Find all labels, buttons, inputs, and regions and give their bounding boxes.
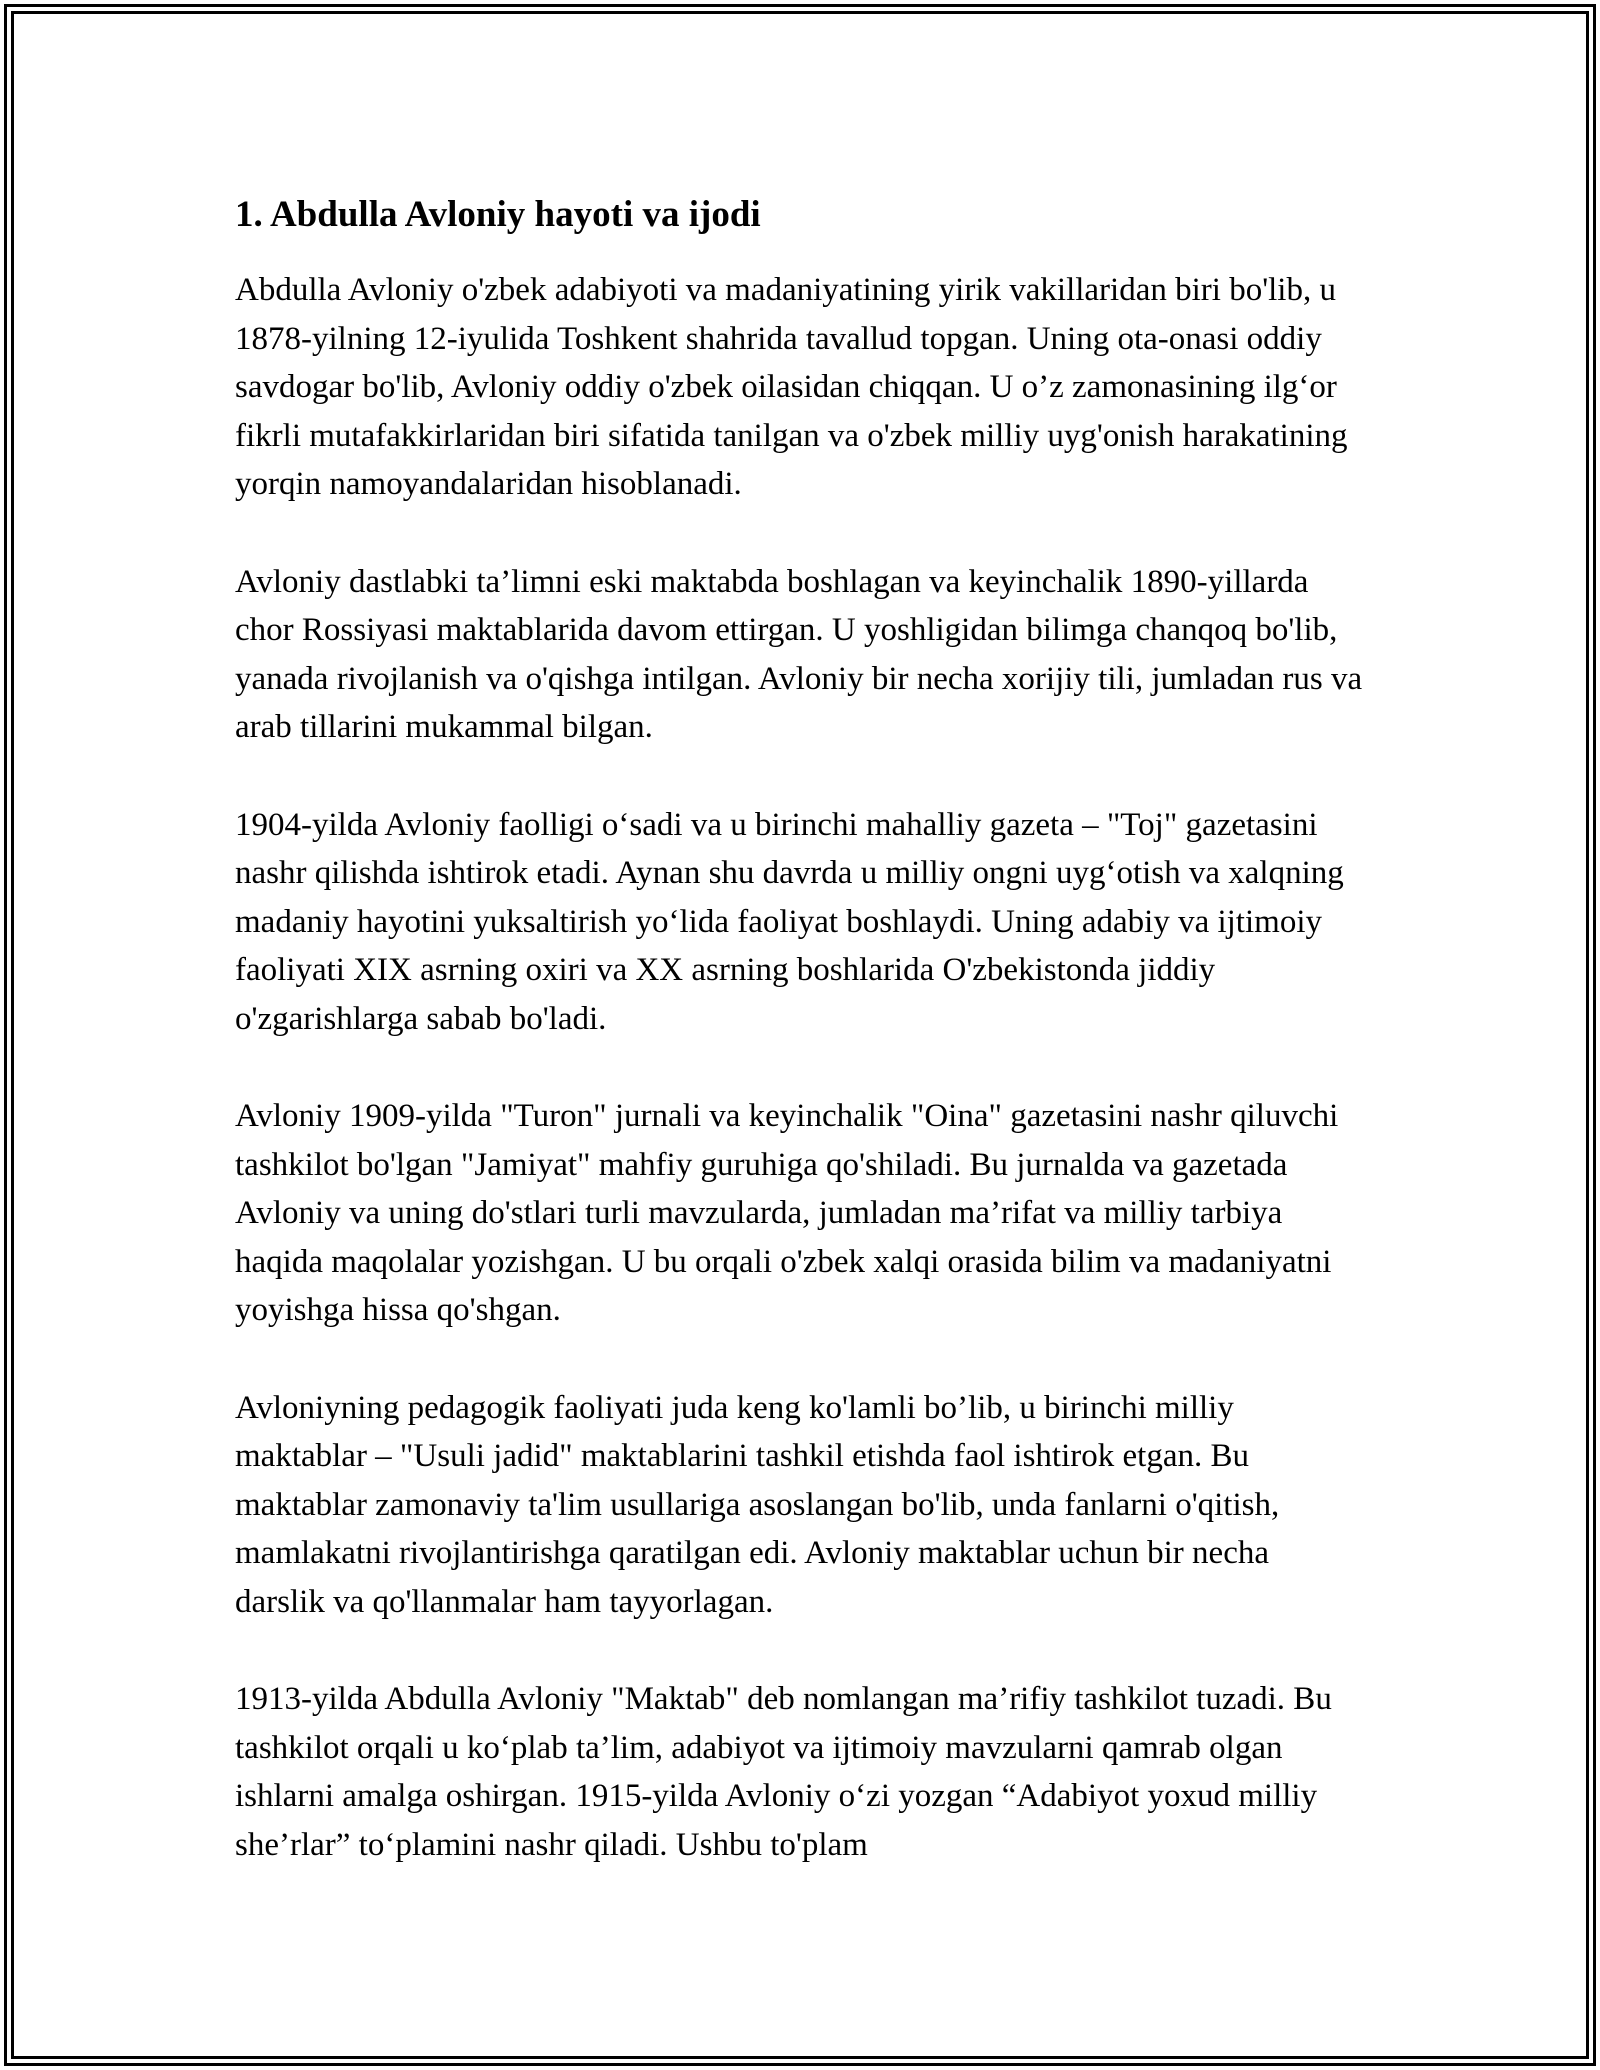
paragraph-2: Avloniy dastlabki ta’limni eski maktabda boshlagan va keyinchalik 1890-yillarda chor Rossiyasi maktablarida davom ettirgan. U yoshligidan bilimga chanqoq bo'lib, yanada rivojlanish va o'qishga intilgan. Avloniy bir necha xorijiy tili, jumladan rus va arab tillarini mukammal bilgan. [235,563,1363,745]
document-body [235,188,1365,1918]
paragraph-5: Avloniyning pedagogik faoliyati juda keng ko'lamli bo’lib, u birinchi milliy maktablar – "Usuli jadid" maktablarini tashkil etishda faol ishtirok etgan. Bu maktablar zamonaviy ta'lim usullariga asoslangan bo'lib, unda fanlarni o'qitish, mamlakatni rivojlantirishga qaratilgan edi. Avloniy maktablar uchun bir necha darslik va qo'llanmalar ham tayyorlagan. [235,1389,1280,1620]
paragraph-1: Abdulla Avloniy o'zbek adabiyoti va madaniyatining yirik vakillaridan biri bo'lib, u 1878-yilning 12-iyulida Toshkent shahrida tavallud topgan. Uning ota-onasi oddiy savdogar bo'lib, Avloniy oddiy o'zbek oilasidan chiqqan. U o’z zamonasining ilg‘or fikrli mutafakkirlaridan biri sifatida tanilgan va o'zbek milliy uyg'onish harakatining yorqin namoyandalaridan hisoblanadi. [235,272,1348,502]
section-heading: 1. Abdulla Avloniy hayoti va ijodi [235,194,761,235]
paragraph-4: Avloniy 1909-yilda "Turon" jurnali va keyinchalik "Oina" gazetasini nashr qiluvchi tashkilot bo'lgan "Jamiyat" mahfiy guruhiga qo'shiladi. Bu jurnalda va gazetada Avloniy va uning do'stlari turli mavzularda, jumladan ma’rifat va milliy tarbiya haqida maqolalar yozishgan. U bu orqali o'zbek xalqi orasida bilim va madaniyatni yoyishga hissa qo'shgan. [235,1098,1339,1328]
paragraph-3: 1904-yilda Avloniy faolligi o‘sadi va u birinchi mahalliy gazeta – "Toj" gazetasini nashr qilishda ishtirok etadi. Aynan shu davrda u milliy ongni uyg‘otish va xalqning madaniy hayotini yuksaltirish yo‘lida faoliyat boshlaydi. Uning adabiy va ijtimoiy faoliyati XIX asrning oxiri va XX asrning boshlarida O'zbekistonda jiddiy o'zgarishlarga sabab bo'ladi. [235,806,1344,1037]
paragraph-6: 1913-yilda Abdulla Avloniy "Maktab" deb nomlangan ma’rifiy tashkilot tuzadi. Bu tashkilot orqali u ko‘plab ta’lim, adabiyot va ijtimoiy mavzularni qamrab olgan ishlarni amalga oshirgan. 1915-yilda Avloniy o‘zi yozgan “Adabiyot yoxud milliy she’rlar” to‘plamini nashr qiladi. Ushbu to'plam [235,1681,1332,1863]
